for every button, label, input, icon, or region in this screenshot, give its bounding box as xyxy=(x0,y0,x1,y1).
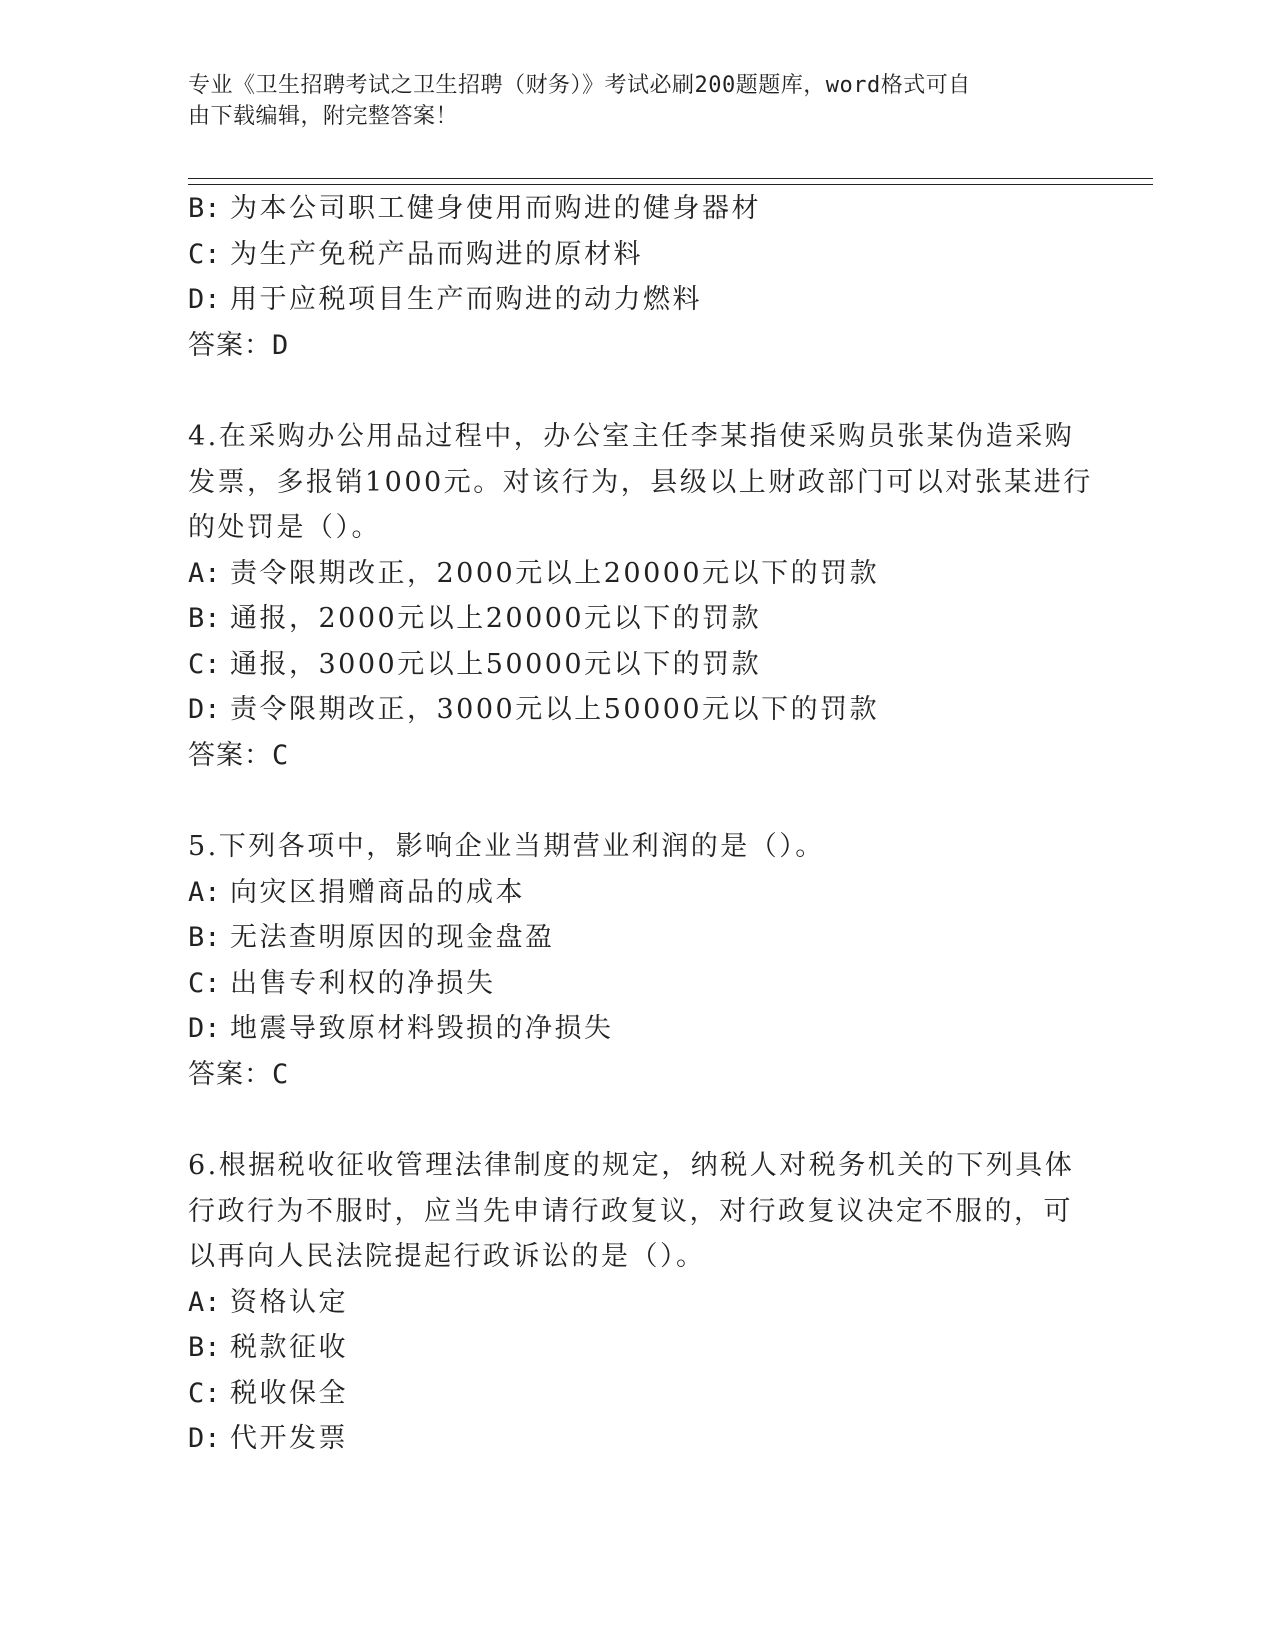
question-text-line: 4.在采购办公用品过程中，办公室主任李某指使采购员张某伪造采购 xyxy=(188,421,1075,452)
option-text: 资格认定 xyxy=(230,1286,348,1318)
answer-label: 答案： xyxy=(188,329,272,361)
option-text: 地震导致原材料毁损的净损失 xyxy=(230,1013,614,1044)
option-d xyxy=(188,687,1088,733)
option-b xyxy=(188,1325,1088,1371)
option-letter: D: xyxy=(188,284,221,315)
option-letter: C: xyxy=(188,648,221,680)
question-4 xyxy=(188,414,1093,778)
spacer xyxy=(188,778,1088,824)
header-line-1: 专业《卫生招聘考试之卫生招聘（财务）》考试必刷200题题库，word格式可自 xyxy=(188,73,971,98)
option-letter: C: xyxy=(188,238,221,270)
option-c xyxy=(188,961,1088,1007)
option-d xyxy=(188,1416,1088,1462)
option-text: 无法查明原因的现金盘盈 xyxy=(230,922,555,953)
option-a xyxy=(188,870,1088,916)
option-letter: C: xyxy=(188,1377,221,1409)
question-text-line: 发票，多报销1000元。对该行为，县级以上财政部门可以对张某进行 xyxy=(188,466,1093,498)
answer-value: D xyxy=(272,329,290,361)
spacer xyxy=(188,1097,1088,1143)
option-text: 为生产免税产品而购进的原材料 xyxy=(230,238,643,270)
option-text: 通报，3000元以上50000元以下的罚款 xyxy=(230,648,762,680)
option-letter: B: xyxy=(188,922,221,953)
option-letter: C: xyxy=(188,967,221,999)
option-letter: D: xyxy=(188,1013,221,1044)
option-d xyxy=(188,277,1088,323)
option-a xyxy=(188,1280,1088,1326)
option-letter: B: xyxy=(188,193,221,224)
option-text: 责令限期改正，3000元以上50000元以下的罚款 xyxy=(230,694,880,725)
document-header xyxy=(188,70,1068,132)
option-d xyxy=(188,1006,1088,1052)
answer-label: 答案： xyxy=(188,739,272,771)
question-list xyxy=(188,186,1093,1462)
option-c xyxy=(188,232,1088,278)
option-a xyxy=(188,551,1088,597)
option-c xyxy=(188,1371,1088,1417)
answer-line xyxy=(188,733,1088,779)
question-text-line: 的处罚是（）。 xyxy=(188,512,381,543)
answer-value: C xyxy=(272,1058,290,1090)
header-divider-top xyxy=(188,178,1153,179)
option-text: 代开发票 xyxy=(230,1423,348,1454)
option-letter: D: xyxy=(188,1423,221,1454)
answer-value: C xyxy=(272,739,290,771)
option-text: 通报，2000元以上20000元以下的罚款 xyxy=(230,603,762,634)
option-letter: A: xyxy=(188,1286,221,1318)
option-c xyxy=(188,642,1088,688)
option-letter: A: xyxy=(188,557,221,589)
option-text: 税收保全 xyxy=(230,1377,348,1409)
question-6 xyxy=(188,1143,1088,1462)
question-3-tail xyxy=(188,186,1088,368)
option-b xyxy=(188,186,1088,232)
question-text-line: 以再向人民法院提起行政诉讼的是（）。 xyxy=(188,1241,706,1272)
option-text: 为本公司职工健身使用而购进的健身器材 xyxy=(230,193,761,224)
option-letter: A: xyxy=(188,876,221,908)
option-text: 责令限期改正，2000元以上20000元以下的罚款 xyxy=(230,557,880,589)
option-text: 出售专利权的净损失 xyxy=(230,967,496,999)
option-text: 税款征收 xyxy=(230,1332,348,1363)
question-text-line: 6.根据税收征收管理法律制度的规定，纳税人对税务机关的下列具体 xyxy=(188,1150,1075,1181)
spacer xyxy=(188,368,1088,414)
question-5 xyxy=(188,824,1088,1097)
option-text: 用于应税项目生产而购进的动力燃料 xyxy=(230,284,702,315)
question-text-line: 5.下列各项中，影响企业当期营业利润的是（）。 xyxy=(188,831,825,862)
answer-line xyxy=(188,323,1088,369)
header-line-2: 由下载编辑，附完整答案！ xyxy=(188,104,459,129)
option-letter: D: xyxy=(188,694,221,725)
answer-line xyxy=(188,1052,1088,1098)
option-b xyxy=(188,915,1088,961)
answer-label: 答案： xyxy=(188,1058,272,1090)
option-text: 向灾区捐赠商品的成本 xyxy=(230,876,525,908)
option-b xyxy=(188,596,1088,642)
option-letter: B: xyxy=(188,603,221,634)
question-text-line: 行政行为不服时，应当先申请行政复议，对行政复议决定不服的，可 xyxy=(188,1195,1073,1227)
header-divider-bottom xyxy=(188,184,1153,185)
option-letter: B: xyxy=(188,1332,221,1363)
